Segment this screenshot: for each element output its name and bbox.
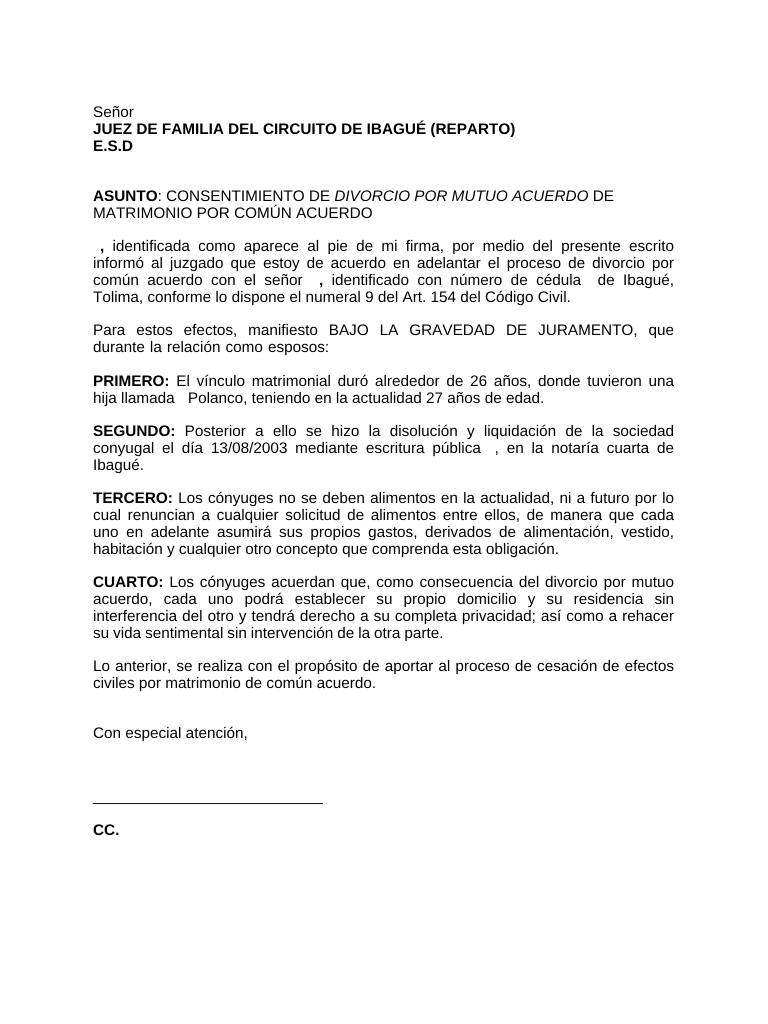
clause-label: TERCERO: — [93, 490, 173, 507]
intro-paragraph — [93, 238, 674, 306]
subject-text-end: DE MATRIMONIO POR COMÚN ACUERDO — [93, 188, 614, 222]
clause-label: CUARTO: — [93, 574, 164, 591]
clause-tercero — [93, 490, 674, 558]
name-blank — [179, 402, 188, 403]
clause-text: Polanco, teniendo en la actualidad 27 años de edad. — [187, 390, 545, 407]
id-label: CC. — [93, 822, 120, 839]
clause-text: Posterior a ello se hizo la disolución y liquidación de la sociedad conyugal el día 13/08/2003 mediante escritura pública — [93, 423, 674, 457]
farewell: Con especial atención, — [93, 725, 248, 742]
clause-label: SEGUNDO: — [93, 423, 176, 440]
intro-text: de Ibagué, Tolima, conforme lo dispone el numeral 9 del Art. 154 del Código Civil. — [93, 272, 675, 306]
name-blank — [93, 250, 100, 251]
declaration-paragraph: Para estos efectos, manifiesto BAJO LA GRAVEDAD DE JURAMENTO, que durante la relación como esposos: — [93, 322, 674, 356]
clause-text: Los cónyuges no se deben alimentos en la actualidad, ni a futuro por lo cual renuncian a cualquier solicitud de alimentos entre ellos, de manera que cada uno en adelante asumirá sus propios gastos, derivados de alimentación, vestido, habitación y cualquier otro concepto que comprenda esta obligación. — [93, 490, 674, 558]
subject-italic-text: DIVORCIO POR MUTUO ACUERDO — [334, 188, 589, 205]
intro-comma: , — [100, 238, 105, 255]
signature-line: ___________________________ — [93, 788, 323, 805]
subject-text: : CONSENTIMIENTO DE — [157, 188, 335, 205]
name-blank — [311, 284, 319, 285]
clause-primero — [93, 373, 674, 407]
subject-paragraph — [93, 188, 674, 222]
clause-text: El vínculo matrimonial duró alrededor de 26 años, donde tuvieron una hija llamada — [93, 373, 674, 407]
subject-label: ASUNTO — [93, 188, 158, 205]
intro-text: identificada como aparece al pie de mi firma, por medio del presente escrito informó al juzgado que estoy de acuerdo en adelantar el proceso de divorcio por común acuerdo con el señor — [93, 238, 674, 289]
id-number-blank — [590, 284, 598, 285]
intro-text: identificado con número de cédula — [323, 272, 590, 289]
intro-comma: , — [318, 272, 324, 289]
closing-statement: Lo anterior, se realiza con el propósito de aportar al proceso de cesación de efectos civiles por matrimonio de común acuerdo. — [93, 658, 674, 692]
addressee-block — [93, 104, 674, 155]
salutation: Señor — [93, 104, 134, 121]
clause-text: , en la notaría cuarta de Ibagué. — [93, 440, 674, 474]
clause-text: Los cónyuges acuerdan que, como consecuencia del divorcio por mutuo acuerdo, cada uno podrá establecer su propio domicilio y su residencia sin interferencia del otro y tendrá derecho a su completa privacidad; así como a rehacer su vida sentimental sin intervención de la otra parte. — [93, 574, 674, 642]
clause-cuarto — [93, 574, 674, 642]
addressee: JUEZ DE FAMILIA DEL CIRCUITO DE IBAGUÉ (REPARTO) — [93, 121, 516, 138]
clause-segundo — [93, 423, 674, 474]
esd-line: E.S.D — [93, 138, 133, 155]
clause-label: PRIMERO: — [93, 373, 170, 390]
